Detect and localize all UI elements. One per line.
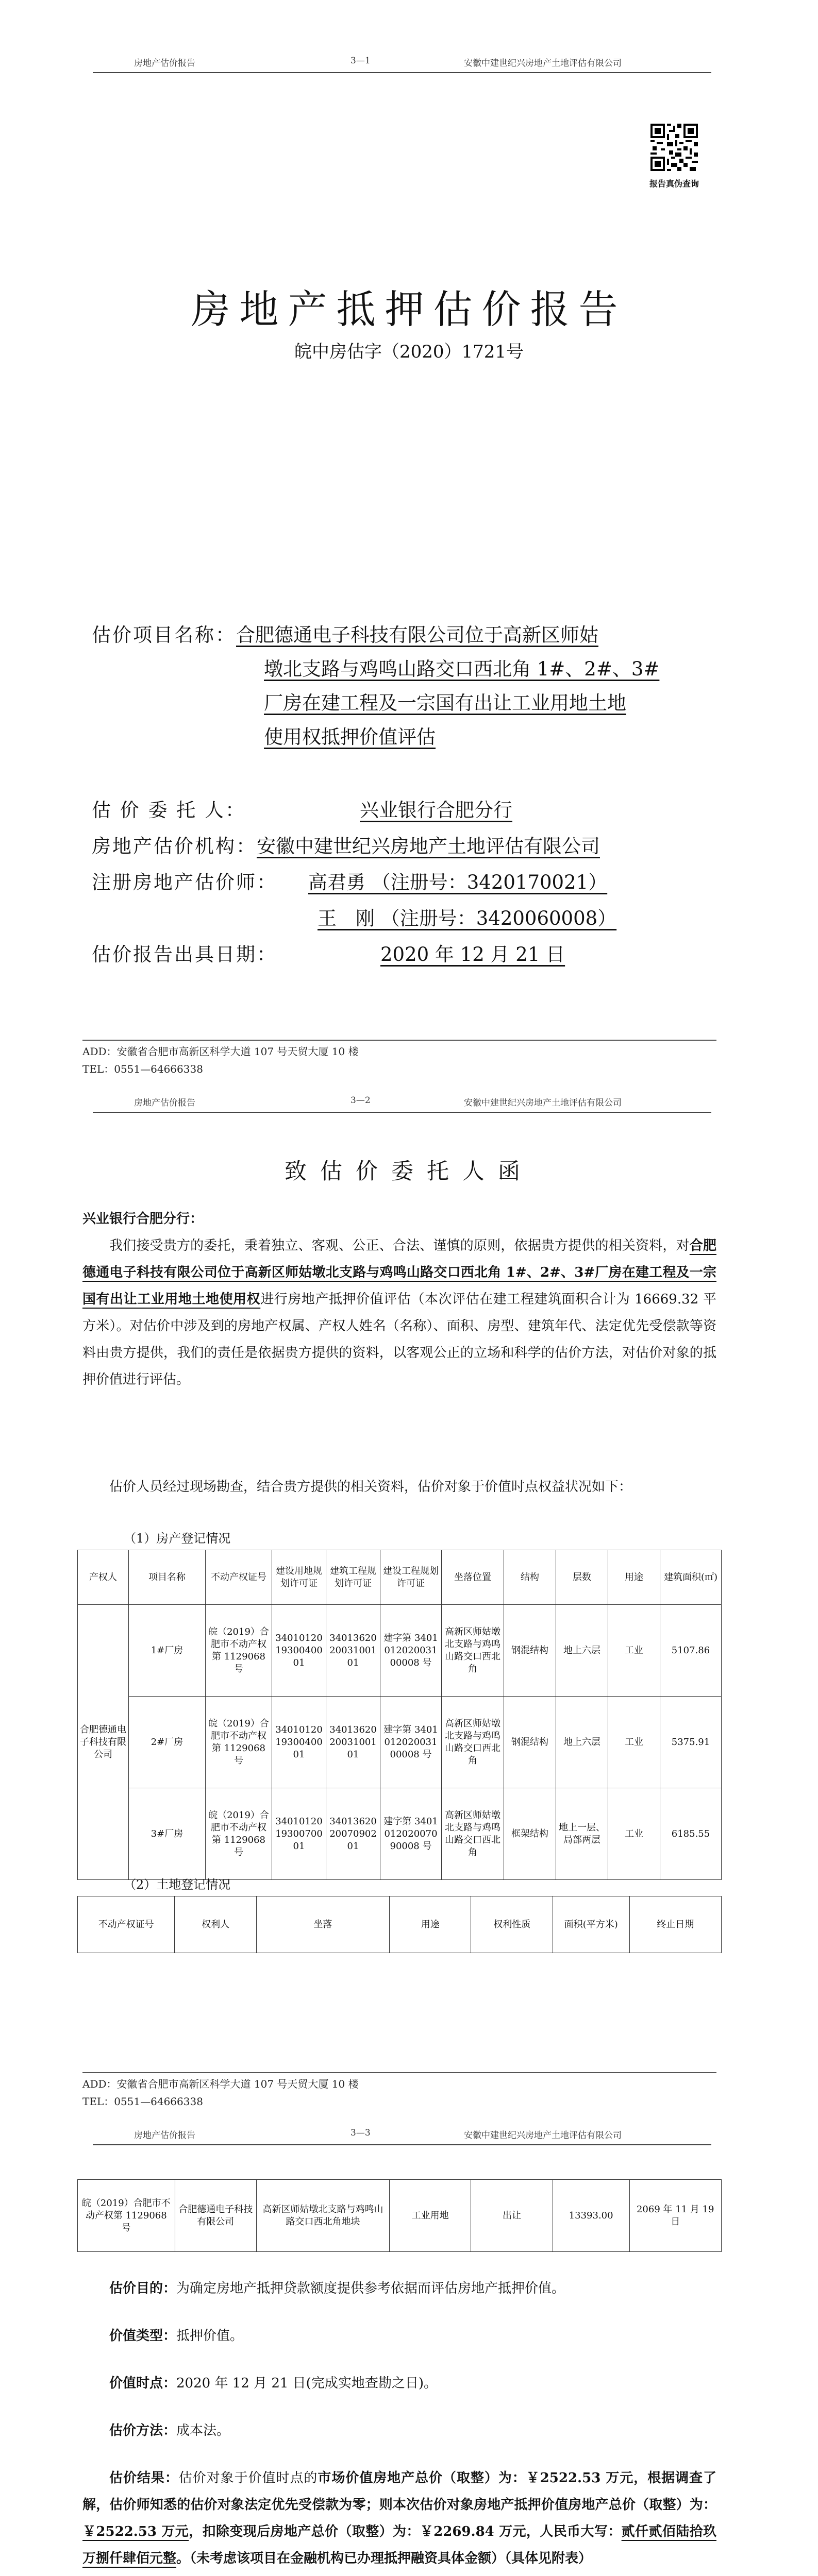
cell-area: 5375.91 — [660, 1697, 722, 1788]
col-structure: 结构 — [504, 1550, 556, 1605]
cell-floors: 地上六层 — [556, 1605, 608, 1697]
house-heading: （1）房产登记情况 — [124, 1531, 231, 1546]
land-cell-nature: 出让 — [471, 2180, 553, 2252]
client-value: 兴业银行合肥分行 — [360, 799, 512, 821]
result-paragraph — [82, 2465, 716, 2572]
cell-c3: 建字第 340101202003100008 号 — [380, 1605, 442, 1697]
cell-floors: 地上一层、局部两层 — [556, 1788, 608, 1880]
cell-c1: 340101201930070001 — [272, 1788, 326, 1880]
land-col-cert: 不动产权证号 — [78, 1896, 175, 1953]
table-row — [78, 2180, 722, 2252]
agency-value: 安徽中建世纪兴房地产土地评估有限公司 — [257, 835, 600, 857]
purpose-label: 估价目的： — [109, 2281, 177, 2296]
method-row — [82, 2417, 716, 2444]
method-label: 估价方法： — [109, 2423, 177, 2438]
land-col-area: 面积(平方米) — [553, 1896, 629, 1953]
cell-c1: 340101201930040001 — [272, 1697, 326, 1788]
land-cell-cert: 皖（2019）合肥市不动产权第 1129068 号 — [78, 2180, 175, 2252]
issue-date-value: 2020 年 12 月 21 日 — [380, 943, 565, 965]
col-location: 坐落位置 — [442, 1550, 504, 1605]
agency-label: 房地产估价机构： — [92, 835, 257, 857]
cell-use: 工业 — [608, 1605, 660, 1697]
header-right: 安徽中建世纪兴房地产土地评估有限公司 — [464, 2130, 622, 2141]
cell-structure: 框架结构 — [504, 1788, 556, 1880]
issue-date-row — [92, 938, 565, 972]
project-name-label: 估价项目名称： — [92, 624, 236, 646]
footer-tel: TEL：0551—64666338 — [82, 1063, 203, 1075]
cell-location: 高新区师姑墩北支路与鸡鸣山路交口西北角 — [442, 1697, 504, 1788]
house-table — [77, 1550, 722, 1880]
salutation: 兴业银行合肥分行： — [82, 1211, 204, 1227]
page-header-2 — [93, 1091, 711, 1113]
cell-c2: 340136202007090201 — [326, 1788, 380, 1880]
cell-c2: 340136202003100101 — [326, 1697, 380, 1788]
method-value: 成本法。 — [176, 2423, 230, 2438]
value-type-label: 价值类型： — [109, 2328, 177, 2344]
cell-area: 5107.86 — [660, 1605, 722, 1697]
owner-cell: 合肥德通电子科技有限公司 — [78, 1605, 129, 1880]
header-right: 安徽中建世纪兴房地产土地评估有限公司 — [464, 1098, 622, 1108]
p1-start: 我们接受贵方的委托，秉着独立、客观、公正、合法、谨慎的原则，依据贵方提供的相关资料，对 — [109, 1238, 690, 1253]
appraiser-2: 王 刚 （注册号：3420060008） — [318, 907, 617, 929]
table-row — [78, 1697, 722, 1788]
client-row — [92, 793, 512, 827]
cell-name: 1#厂房 — [129, 1605, 206, 1697]
col-construction-permit: 建设工程规划许可证 — [380, 1550, 442, 1605]
land-col-nature: 权利性质 — [471, 1896, 553, 1953]
cell-c2: 340136202003100101 — [326, 1605, 380, 1697]
project-name-line-1: 合肥德通电子科技有限公司位于高新区师姑 — [236, 624, 598, 646]
issue-date-label: 估价报告出具日期： — [92, 943, 277, 965]
qr-code-icon[interactable] — [650, 124, 698, 171]
value-type-value: 抵押价值。 — [176, 2328, 244, 2344]
result-a: 估价对象于价值时点的 — [178, 2470, 318, 2486]
appraiser-label: 注册房地产估价师： — [92, 871, 277, 893]
result-label: 估价结果： — [109, 2470, 179, 2486]
land-col-use: 用途 — [389, 1896, 471, 1953]
footer-2 — [82, 2072, 716, 2110]
project-name-row — [92, 618, 598, 652]
project-name-line-4: 使用权抵押价值评估 — [264, 726, 436, 748]
page-header-3 — [93, 2124, 711, 2145]
col-area: 建筑面积(㎡) — [660, 1550, 722, 1605]
cell-c3: 建字第 340101202007090008 号 — [380, 1788, 442, 1880]
header-page-number: 3—3 — [350, 2128, 371, 2138]
cell-structure: 钢混结构 — [504, 1605, 556, 1697]
land-cell-area: 13393.00 — [553, 2180, 629, 2252]
letter-paragraph-2: 估价人员经过现场勘查，结合贵方提供的相关资料，估价对象于价值时点权益状况如下： — [109, 1479, 632, 1495]
cell-use: 工业 — [608, 1788, 660, 1880]
cell-cert: 皖（2019）合肥市不动产权第 1129068 号 — [206, 1788, 272, 1880]
qr-caption: 报告真伪查询 — [649, 179, 699, 189]
agency-row — [92, 829, 600, 863]
client-label: 估 价 委 托 人： — [92, 799, 246, 821]
col-owner: 产权人 — [78, 1550, 129, 1605]
table-row — [78, 1605, 722, 1697]
land-table — [77, 1896, 722, 1953]
purpose-row — [82, 2275, 716, 2302]
cell-cert: 皖（2019）合肥市不动产权第 1129068 号 — [206, 1605, 272, 1697]
cell-c1: 340101201930040001 — [272, 1605, 326, 1697]
project-name-line-3: 厂房在建工程及一宗国有出让工业用地土地 — [264, 692, 626, 714]
header-page-number: 3—2 — [350, 1095, 371, 1106]
cell-structure: 钢混结构 — [504, 1697, 556, 1788]
result-f: 。（未考虑该项目在金融机构已办理抵押融资具体金额）（具体见附表） — [176, 2551, 592, 2566]
land-col-owner: 权利人 — [175, 1896, 257, 1953]
footer-tel: TEL：0551—64666338 — [82, 2095, 203, 2108]
header-left: 房地产估价报告 — [134, 2130, 195, 2141]
p1-rest: 进行房地产抵押价值评估（本次评估在建工程建筑面积合计为 16669.32 平方米）。对估价中涉及到的房地产权属、产权人姓名（名称）、面积、房型、建筑年代、法定优先受偿款等资料由贵方提供，我们的责任是依据贵方提供的资料，以客观公正的立场和科学的估价方法，对估价对象的抵押价值进行评估。 — [82, 1292, 716, 1387]
cell-name: 2#厂房 — [129, 1697, 206, 1788]
result-c: ￥2522.53 万元 — [82, 2524, 189, 2539]
cell-location: 高新区师姑墩北支路与鸡鸣山路交口西北角 — [442, 1788, 504, 1880]
p1-bold: 合肥德通电子科技有限公司位于高新区师姑墩北支路与鸡鸣山路交口西北角 1#、2#、3#厂房在建工程及一宗国有出让工业用地土地使用权 — [82, 1238, 716, 1307]
purpose-value: 为确定房地产抵押贷款额度提供参考依据而评估房地产抵押价值。 — [176, 2281, 565, 2296]
land-cell-end: 2069 年 11 月 19 日 — [629, 2180, 722, 2252]
value-date-value: 2020 年 12 月 21 日(完成实地查勘之日)。 — [176, 2376, 437, 2391]
col-use: 用途 — [608, 1550, 660, 1605]
land-cell-use: 工业用地 — [389, 2180, 471, 2252]
page-header-1 — [93, 52, 711, 73]
header-right: 安徽中建世纪兴房地产土地评估有限公司 — [464, 58, 622, 69]
value-type-row — [82, 2323, 716, 2349]
cell-cert: 皖（2019）合肥市不动产权第 1129068 号 — [206, 1697, 272, 1788]
house-header-row — [78, 1550, 722, 1605]
letter-paragraph-1 — [82, 1232, 716, 1393]
footer-address: ADD：安徽省合肥市高新区科学大道 107 号天贸大厦 10 楼 — [82, 1045, 359, 1058]
result-b: 市场价值房地产总价（取整）为：￥2522.53 万元，根据调查了解，估价师知悉的估价对象法定优先受偿款为零；则本次估价对象房地产抵押价值房地产总价（取整）为： — [82, 2470, 716, 2513]
header-left: 房地产估价报告 — [134, 58, 195, 69]
cell-name: 3#厂房 — [129, 1788, 206, 1880]
land-heading: （2）土地登记情况 — [124, 1877, 231, 1892]
col-floors: 层数 — [556, 1550, 608, 1605]
header-page-number: 3—1 — [350, 56, 371, 66]
appraiser-1: 高君勇 （注册号：3420170021） — [308, 871, 608, 893]
cell-floors: 地上六层 — [556, 1697, 608, 1788]
land-col-location: 坐落 — [256, 1896, 389, 1953]
result-e: 贰仟贰佰陆拾玖万捌仟肆佰元整 — [82, 2524, 716, 2566]
cell-c3: 建字第 340101202003100008 号 — [380, 1697, 442, 1788]
col-project: 项目名称 — [129, 1550, 206, 1605]
land-cell-location: 高新区师姑墩北支路与鸡鸣山路交口西北角地块 — [256, 2180, 389, 2252]
table-row — [78, 1788, 722, 1880]
header-left: 房地产估价报告 — [134, 1098, 195, 1108]
land-header-row — [78, 1896, 722, 1953]
value-date-row — [82, 2370, 716, 2397]
col-cert: 不动产权证号 — [206, 1550, 272, 1605]
land-col-end: 终止日期 — [629, 1896, 721, 1953]
col-building-permit: 建筑工程规划许可证 — [326, 1550, 380, 1605]
result-d: ，扣除变现后房地产总价（取整）为：￥2269.84 万元，人民币大写： — [189, 2524, 622, 2539]
col-land-permit: 建设用地规划许可证 — [272, 1550, 326, 1605]
project-name-line-2: 墩北支路与鸡鸣山路交口西北角 1#、2#、3# — [264, 658, 660, 680]
cell-area: 6185.55 — [660, 1788, 722, 1880]
land-table-continued — [77, 2179, 722, 2252]
letter-title: 致估价委托人函 — [285, 1159, 533, 1184]
cell-location: 高新区师姑墩北支路与鸡鸣山路交口西北角 — [442, 1605, 504, 1697]
report-number: 皖中房估字（2020）1721号 — [294, 342, 524, 362]
report-title: 房地产抵押估价报告 — [191, 286, 627, 332]
footer-address: ADD：安徽省合肥市高新区科学大道 107 号天贸大厦 10 楼 — [82, 2078, 359, 2090]
cell-use: 工业 — [608, 1697, 660, 1788]
appraiser-row — [92, 866, 607, 900]
footer-1 — [82, 1040, 716, 1078]
land-cell-owner: 合肥德通电子科技有限公司 — [175, 2180, 256, 2252]
value-date-label: 价值时点： — [109, 2376, 177, 2391]
